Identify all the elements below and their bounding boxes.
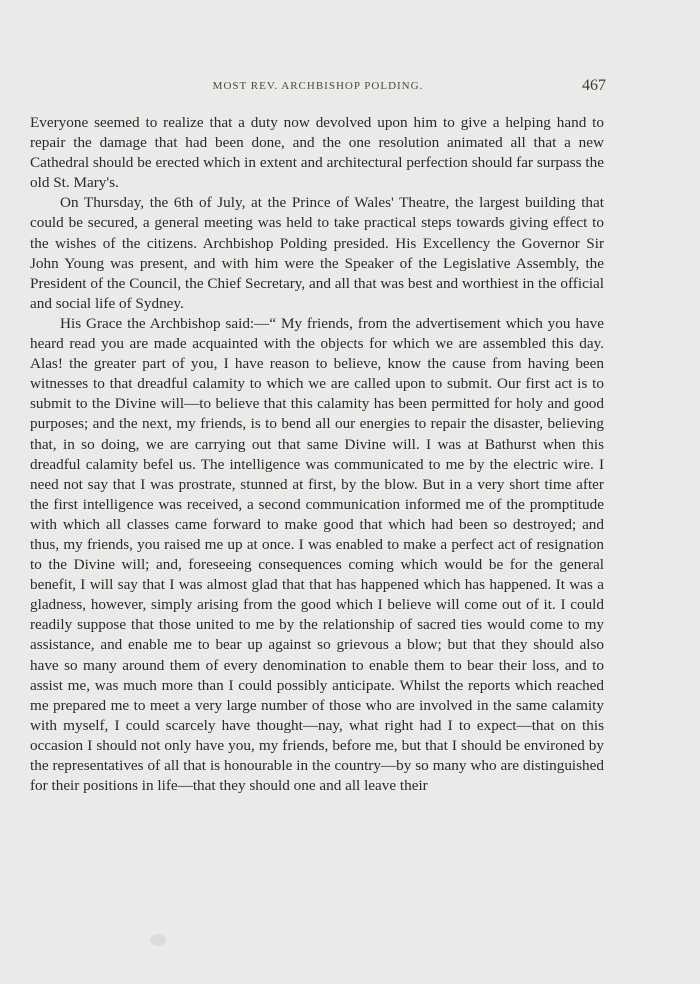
paper-smudge <box>150 934 166 946</box>
paragraph: Everyone seemed to realize that a duty now devolved upon him to give a helping hand to repair the damage that had been done, and the one resolution animated all that a new Cathedral should be erected which in extent and architectural perfection should far surpass the old St. Mary's. <box>30 114 604 192</box>
paragraph: On Thursday, the 6th of July, at the Prince of Wales' Theatre, the largest building that could be secured, a general meeting was held to take practical steps towards giving effect to the wishes of the citizens. Archbishop Polding presided. His Excellency the Governor Sir John Young was present, and with him were the Speaker of the Legislative Assembly, the President of the Council, the Chief Secretary, and all that was best and worthiest in the official and social life of Sydney. <box>30 194 604 312</box>
paragraph: His Grace the Archbishop said:—“ My friends, from the advertisement which you have heard read you are made acquainted with the objects for which we are assembled this day. Alas! the greater part of you, I have reason to believe, know the cause from having been witnesses to that dreadful calamity to which we are called upon to submit. Our first act is to submit to the Divine will—to believe that this calamity has been permitted for holy and good purposes; and the next, my friends, is to bend all our energies to repair the disaster, believing that, in so doing, we are carrying out that same Divine will. I was at Bathurst when this dreadful calamity befel us. The intelligence was communicated to me by the electric wire. I need not say that I was prostrate, stunned at first, by the blow. But in a very short time after the first intelligence was received, a second communication informed me of the promptitude with which all classes came forward to make good that which had been so destroyed; and thus, my friends, you raised me up at once. I was enabled to make a perfect act of resignation to the Divine will; and, foreseeing consequences coming which would be for the general benefit, I will say that I was almost glad that that has happened which has happened. It was a gladness, however, simply arising from the good which I believe will come out of it. I could readily suppose that those united to me by the relationship of sacred ties would come to my assistance, and enable me to bear up against so grievous a blow; but that they should also have so many around them of every denomination to enable them to bear their loss, and to assist me, was much more than I could possibly anticipate. Whilst the reports which reached me prepared me to meet a very large number of those who are involved in the same calamity with myself, I could scarcely have thought—nay, what right had I to expect—that on this occasion I should not only have you, my friends, before me, but that I should be environed by the representatives of all that is honourable in the country—by so many who are distinguished for their positions in life—that they should one and all leave their <box>30 314 604 795</box>
body-text <box>30 113 604 796</box>
running-head <box>30 77 606 100</box>
page-number: 467 <box>582 77 606 94</box>
running-title: MOST REV. ARCHBISHOP POLDING. <box>212 80 424 92</box>
